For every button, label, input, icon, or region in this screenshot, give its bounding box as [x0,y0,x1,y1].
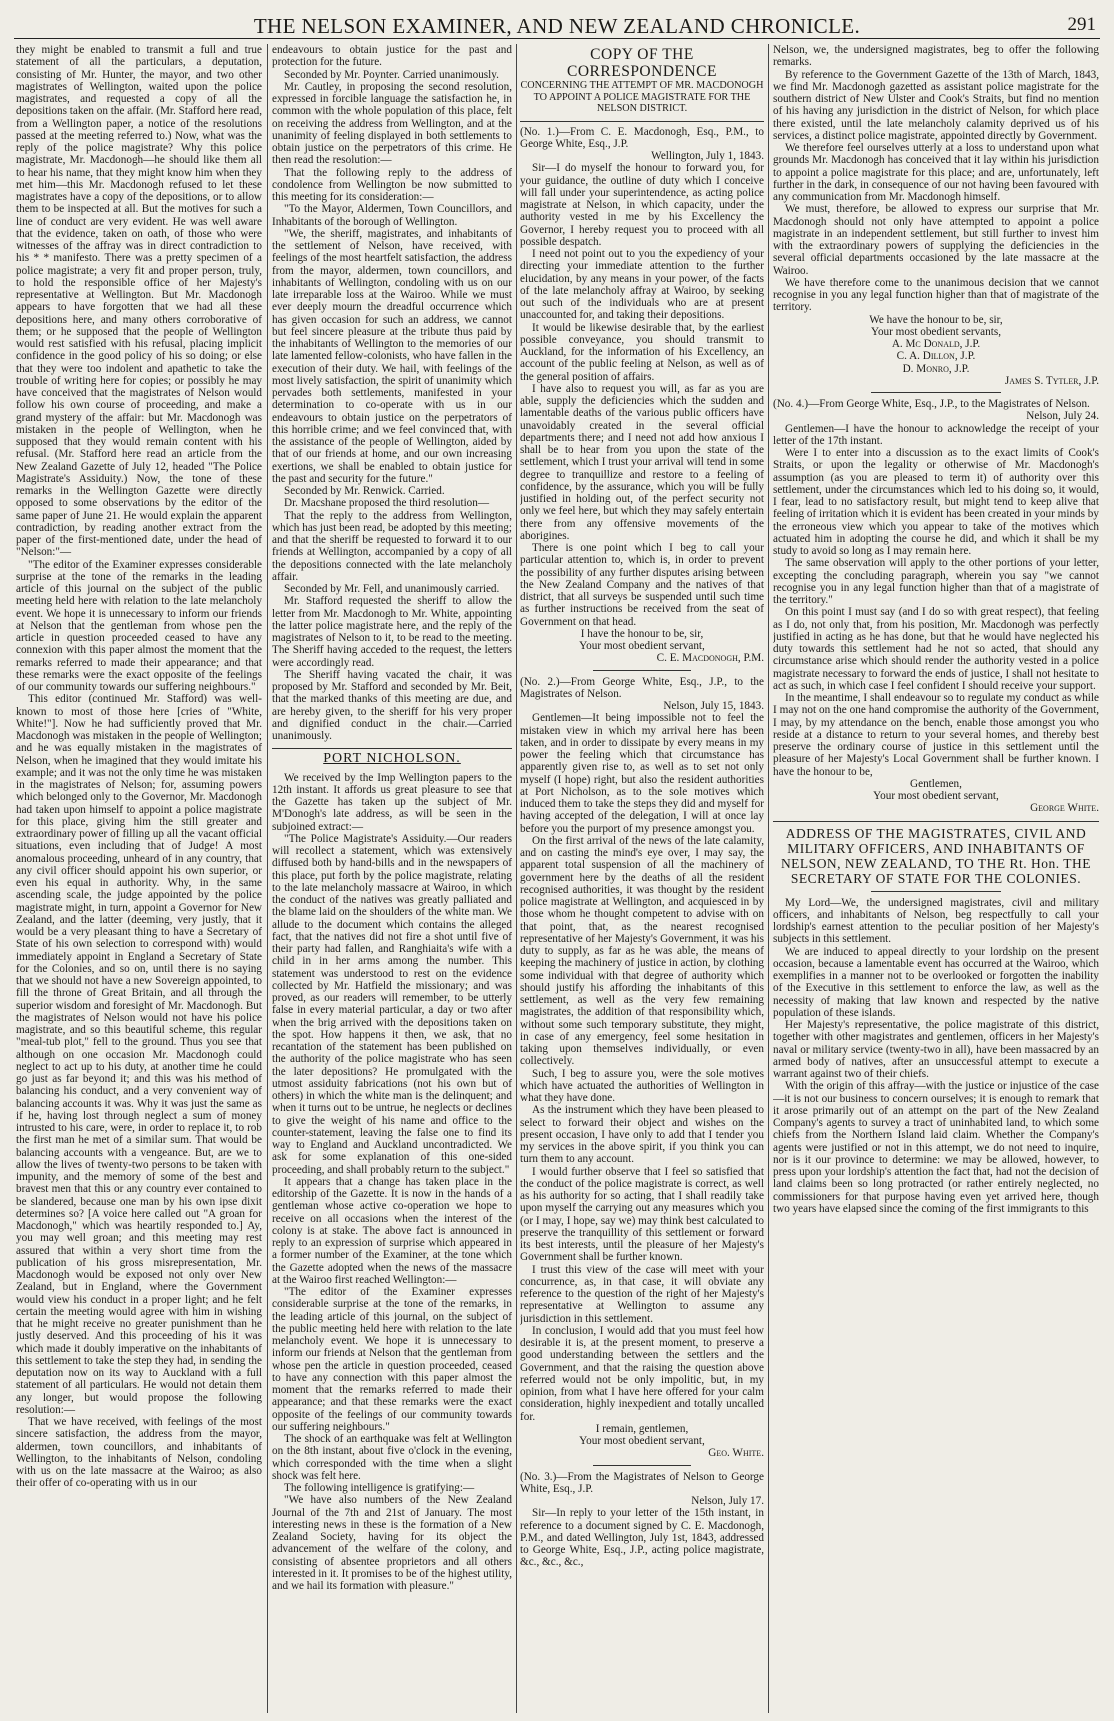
column-2 [272,44,512,1715]
section-subheading: CONCERNING THE ATTEMPT OF MR. MACDONOGH TO APPOINT A POLICE MAGISTRATE FOR THE NELSON DISTRICT. [520,80,764,114]
paragraph: The same observation will apply to the other portions of your letter, excepting the concluding paragraph, wherein you say "we cannot recognise you in any legal function higher than that of a magistrate of the territory." [773,557,1099,606]
letter-date: Nelson, July 15, 1843. [663,700,764,712]
paragraph: Gentlemen—I have the honour to acknowledge the receipt of your letter of the 17th instant. [773,422,1099,447]
letter-signature: George White. [1030,802,1099,815]
paragraph: It would be likewise desirable that, by the earliest possible conveyance, you should transmit to Auckland, for the information of his Excellency, an account of the public feeling at Nelson, as well as of the general position of affairs. [520,321,764,383]
quoted-extract: "The editor of the Examiner expresses considerable surprise at the tone of the remarks, in the leading article of this journal, on the subject of the public meeting held here with relation to the late melancholy event. We hope it is unnecessary to inform our friends at Nelson that the gentleman from whose pen the article in question proceeded, ceased to have any connection with this paper almost the moment that the remarks referred to made their appearance; and that these remarks were the exact opposite of the feelings of our community towards our suffering neighbours." [272,1286,512,1433]
paragraph: On this point I must say (and I do so with great respect), that feeling as I do, not only that, from his position, Mr. Macdonogh was perfectly justified in acting as he has done, but that he would have neglected his duty towards this settlement had he not so acted, that should any circumstance arise which should render the authority vested in a police magistrate necessary to forward the ends of justice, I shall not hesitate to act as such, in which case I feel confident I should receive your support. [773,606,1099,692]
paragraph: It appears that a change has taken place in the editorship of the Gazette. It is now in the hands of a gentleman whose active co-operation we hope to receive on all occasions when the interest of the colony is at stake. The above fact is announced in reply to an expression of surprise which appeared in a former number of the Examiner, at the tone which the Gazette adopted when the news of the massacre at the Wairoo first reached Wellington:— [272,1175,512,1286]
paragraph: Were I to enter into a discussion as to the exact limits of Cook's Straits, or upon the legality or otherwise of Mr. Macdonogh's assumption (as you are pleased to term it) of authority over this settlement, under the circumstances which led to his doing so, it would, I fear, lead to no satisfactory result, but might tend to keep alive that feeling of irritation which it is evident has been created in your minds by the erroneous view which you appear to take of the motives which actuated him in adopting the course he did, and which it shall be my study to avoid so long as I may remain here. [773,447,1099,557]
paragraph: The following intelligence is gratifying:— [284,1482,475,1494]
paragraph: I trust this view of the case will meet with your concurrence, as, in that case, it will obviate any reference to the question of the right of her Majesty's representative at Wellington to assume any jurisdiction in this settlement. [520,1263,764,1325]
paragraph: I need not point out to you the expediency of your directing your immediate attention to the further elucidation, by any means in your power, of the facts of the late melancholy affray at Wairoo, by seeking out such of the individuals who are at present unaccounted for, and taking their depositions. [520,248,764,322]
column-1 [16,44,262,1715]
section-heading: PORT NICHOLSON. [323,751,461,767]
letter-signer: C. A. Dillon, J.P. [896,350,976,363]
letter-closing: Gentlemen, [910,777,962,790]
paragraph: My Lord—We, the undersigned magistrates, civil and military officers, and inhabitants of Nelson, beg respectfully to call your lordship's earnest attention to the peculiar position of her Majesty's subjects in this settlement. [773,896,1099,946]
column-rule [267,44,268,1713]
paragraph: endeavours to obtain justice for the past and protection for the future. [272,44,512,69]
divider [593,1465,691,1466]
paragraph: There is one point which I beg to call your particular attention to, which is, in order to prevent the possibility of any further disputes arising between the New Zealand Company and the natives of that district, that all surveys be suspended until such time as further instructions be received from the seat of Government on that head. [520,542,764,628]
paragraph: In the meantime, I shall endeavour so to regulate my conduct as while I may not on the one hand compromise the authority of the Government, I may, by my attendance on the bench, enable those amongst you who reside at a distance to return to your several homes, and thereby best preserve the ordinary course of justice in this settlement until the pleasure of her Majesty's Local Government shall be further known. I have the honour to be, [773,692,1099,778]
paragraph: Seconded by Mr. Poynter. Carried unanimously. [284,68,499,81]
quoted-extract: "The Police Magistrate's Assiduity.—Our readers will recollect a statement, which was extensively diffused both by hand-bills and in the newspapers of this place, put forth by the police magistrate, relating to the late melancholy massacre at Wairoo, in which the conduct of the natives was greatly palliated and the blame laid on the shoulders of the white man. We allude to the document which contains the alleged fact, that the natives did not fire a shot until five of their party had fallen, and Ranghiaita's wife with a child in in her arms among the number. This statement was understood to rest on the evidence collected by Mr. Hatfield the missionary; and was proved, as our readers will remember, to be utterly false in every material particular, a day or two after when the brig arrived with the depositions taken on the spot. How happens it then, we ask, that no recantation of the statement has been published on the authority of the police magistrate who has seen the later depositions? He promulgated with the utmost assiduity fabrications (not his own but of others) in which the white man is the delinquent; and when it turns out to be untrue, he neglects or declines to give the weight of his name and office to the counter-statement, leaving the false one to find its way to England and Auckland uncontradicted. We ask for some explanation of this one-sided proceeding, and shall probably return to the subject." [272,832,512,1176]
quoted-extract: "The editor of the Examiner expresses considerable surprise at the tone of the remarks in the leading article of this journal on the subject of the public meeting held here with relation to the late melancholy event. We hope it is unnecessary to inform our friends at Nelson that the gentleman from whose pen the article in question proceeded ceased to have any connexion with this paper almost the moment that the remarks referred to made their appearance; and that these remarks were the exact opposite of the feelings of our community towards our suffering neighbours." [16,558,262,693]
letter-date: Nelson, July 24. [1026,410,1099,423]
paragraph: Seconded by Mr. Renwick. Carried. [284,485,445,497]
address-body: "We, the sheriff, magistrates, and inhabitants of the settlement of Nelson, have received, with feelings of the most heartfelt satisfaction, the address from the mayor, aldermen, town councillors, and inhabitants of Wellington, condoling with us on our late irreparable loss at the Wairoo. While we must ever deeply mourn the dreadful occurrence which has given occasion for such an address, we cannot but feel sincere pleasure at the tribute thus paid by the inhabitants of Wellington to the memories of our late lamented fellow-colonists, who have fallen in the execution of their duty. We hail, with feelings of the most lively satisfaction, the spirit of unanimity which pervades both settlements, manifested in your determination to co-operate with us in our endeavours to obtain justice on the perpetrators of this horrible crime; and we feel convinced that, with the assistance of the people of Wellington, aided by that of our friends at home, and our own increasing exertions, we shall be enabled to obtain justice for the past and security for the future." [272,227,512,485]
paragraph: Seconded by Mr. Fell, and unanimously carried. [284,583,500,595]
letter-heading: (No. 2.)—From George White, Esq., J.P., to the Magistrates of Nelson. [520,675,764,700]
paragraph: Dr. Macshane proposed the third resolution— [284,497,490,510]
paragraph: I would further observe that I feel so satisfied that the conduct of the police magistrate is correct, as well as his authority for so acting, that I shall readily take upon myself the carrying out any measures which you (or I may, I hope, say we) may think best calculated to preserve the tranquillity of this settlement or forward its best interests, until the pleasure of her Majesty's Government shall be further known. [520,1165,764,1264]
newspaper-title: THE NELSON EXAMINER, AND NEW ZEALAND CHRONICLE. [253,14,861,38]
letter-closing: I have the honour to be, sir, [580,627,704,640]
column-4 [773,44,1099,1715]
paragraph: Mr. Stafford requested the sheriff to allow the letter from Mr. Macdonogh to Mr. White, appointing the latter police magistrate here, and the reply of the magistrates of Nelson to it, to be read to the meeting. The Sheriff having acceded to the request, the letters were accordingly read. [272,595,512,669]
letter-closing: Your most obedient servant, [873,790,999,802]
paragraph: The Sheriff having vacated the chair, it was proposed by Mr. Stafford and seconded by Mr. Beit, that the marked thanks of this meeting are due, and are hereby given, to the sheriff for his very proper and dignified conduct in the chair.—Carried unanimously. [272,668,512,742]
paragraph: they might be enabled to transmit a full and true statement of all the particulars, a deputation, consisting of Mr. Hunter, the mayor, and two other magistrates of Wellington, waited upon the police magistrates, and requested a copy of all the depositions taken on the affair. (Mr. Stafford here read, from a Wellington paper, a notice of the resolutions passed at the meeting referred to.) Now, what was the reply of the police magistrate? Why this police magistrate, Mr. Macdonogh—he should like them all to hear his name, that they might know him when they met him—this Mr. Macdonogh refused to let these magistrates have a copy of the depositions, or to allow them to be inspected at all. But the motives for such a line of conduct are very evident. He was well aware that the evidence, taken on oath, of those who were witnesses of the affray was in direct contradiction to his * * manifesto. There was a pretty specimen of a police magistrate; a very fit and proper person, truly, to hold the responsible office of her Majesty's representative at Wellington. But Mr. Macdonogh appears to have forgotten that we had all these depositions here, and many others corroborative of them; or he supposed that the people of Wellington would rest satisfied with his refusal, placing implicit confidence in the good policy of his so doing; or else that they were too indolent and apathetic to take the trouble of writing here for copies; or possibly he may have conceived that the magistrates of Nelson would follow his own course of proceeding, and make a grand mystery of the affair: but Mr. Macdonogh was mistaken in the people of Wellington, when he supposed that they would remain content with his refusal. (Mr. Stafford here read an article from the New Zealand Gazette of July 12, headed "The Police Magistrate's Assiduity.) Now, the tone of these remarks in the Wellington Gazette were directly opposed to some observations by the editor of the same paper of June 21. He would explain the apparent contradiction, by reading another extract from the paper of the first-mentioned date, under the head of "Nelson:"— [16,44,262,559]
paragraph: We received by the Imp Wellington papers to the 12th instant. It affords us great pleasure to see that the Gazette has taken up the subject of Mr. M'Donogh's late address, as will be seen in the subjoined extract:— [272,771,512,833]
paragraph: The shock of an earthquake was felt at Wellington on the 8th instant, about five o'clock in the evening, which corresponded with the time when a slight shock was felt here. [272,1433,512,1482]
letter-date: Nelson, July 17. [691,1495,764,1507]
paragraph: We therefore feel ourselves utterly at a loss to understand upon what grounds Mr. Macdonogh has conceived that it lay within his jurisdiction to appoint a police magistrate for this place; and are, unfortunately, left further in the dark, in consequence of our not having been favoured with any communication from Mr. Macdonogh himself. [773,142,1099,203]
section-divider [272,748,512,749]
resolution-text: That we have received, with feelings of the most sincere satisfaction, the address from the mayor, aldermen, town councillors, and inhabitants of Wellington, to the inhabitants of Nelson, condoling with us on the late massacre at the Wairoo; as also their offer of co-operating with us in our [16,1416,262,1490]
quoted-extract: "We have also numbers of the New Zealand Journal of the 7th and 21st of January. The most interesting news in these is the formation of a New Zealand Society, having for its object the advancement of the welfare of the colony, and consisting of absentee proprietors and all others interested in it. It promises to be of the highest utility, and we hail its formation with pleasure." [272,1494,512,1592]
divider [871,891,1001,892]
paragraph: Sir—I do myself the honour to forward you, for your guidance, the outline of duty which I conceive will fall under your superintendence, as acting police magistrate at Nelson, in which capacity, under the authority vested in me by his Excellency the Governor, I hereby request you to proceed with all possible despatch. [520,162,764,248]
paragraph: Nelson, we, the undersigned magistrates, beg to offer the following remarks. [773,44,1099,69]
letter-heading: (No. 4.)—From George White, Esq., J.P., to the Magistrates of Nelson. [773,398,1090,410]
letter-signature: Geo. White. [708,1447,764,1460]
divider [593,670,691,671]
paragraph: On the first arrival of the news of the late calamity, and on casting the mind's eye over, I may say, the apparent total suspension of all the machinery of government here by the deaths of all the resident recognised authorities, it was thought by the resident police magistrate at Wellington, and acquiesced in by those whom he thought competent to advise with on that point, that, as the nearest recognised representative of her Majesty's Government, it was his duty to supply, as far as he was able, the means of keeping the machinery of justice in action, by clothing some individual with that degree of authority which should justify his affording the inhabitants of this settlement, as well as the very few remaining magistrates, the addition of that responsibility which, without some such temporary substitute, they might, in case of any emergency, feel some hesitation in taking upon themselves individually, or even collectively. [520,834,764,1068]
column-3 [520,44,764,1715]
paragraph: Such, I beg to assure you, were the sole motives which have actuated the authorities of Wellington in what they have done. [520,1067,764,1104]
section-heading: COPY OF THE CORRESPONDENCE [567,46,717,80]
letter-heading: (No. 3.)—From the Magistrates of Nelson to George White, Esq., J.P. [520,1470,764,1495]
resolution-text: That the reply to the address from Wellington, which has just been read, be adopted by this meeting; and that the sheriff be requested to forward it to our friends at Wellington, accompanied by a copy of all the depositions connected with the late melancholy affair. [272,509,512,583]
letter-signature: C. E. Macdonogh, P.M. [656,652,764,665]
paragraph: As the instrument which they have been pleased to select to forward their object and wishes on the present occasion, I have only to add that I tender you my services in the above spirit, if you think you can turn them to any account. [520,1104,764,1166]
letter-closing: I remain, gentlemen, [595,1422,689,1435]
paragraph: With the origin of this affray—with the justice or injustice of the case—it is not our business to concern ourselves; it is enough to remark that it arose primarily out of an attempt on the part of the New Zealand Company's agents to survey a tract of uninhabited land, to which some chiefs from the Northern Island laid claim. Whether the Company's agents were justified or not in this attempt, we do not need to inquire, nor is it our province to determine: we may be allowed, however, to press upon your lordship's attention the fact that, had not the decision of land claims been so long protracted (or rather entirely neglected, no commissioners for that purpose having even yet arrived here, though two years have elapsed since the coming of the first immigrants to this [773,1080,1099,1215]
letter-closing: Your most obedient servant, [579,1435,705,1447]
paragraph: By reference to the Government Gazette of the 13th of March, 1843, we find Mr. Macdonogh gazetted as assistant police magistrate for the southern district of New Ulster and Cook's Straits, but find no mention of his having any jurisdiction in the district of Nelson, for which place there existed, until the late melancholy calamity deprived us of his services, a distinct police magistrate, appointed directly by Government. [773,68,1099,142]
letter-signer: James S. Tytler, J.P. [1004,374,1099,387]
resolution-text: That the following reply to the address of condolence from Wellington be now submitted to this meeting for its consideration:— [272,166,512,203]
address-salutation: "To the Mayor, Aldermen, Town Councillors, and Inhabitants of the borough of Wellington. [272,203,512,228]
section-divider [773,821,1099,822]
letter-heading: (No. 1.)—From C. E. Macdonogh, Esq., P.M., to George White, Esq., J.P. [520,125,764,150]
address-heading: ADDRESS OF THE MAGISTRATES, CIVIL AND MILITARY OFFICERS, AND INHABITANTS OF NELSON, NEW ZEALAND, TO THE Rt. Hon. THE SECRETARY OF STATE FOR THE COLONIES. [780,825,1092,886]
page-header [14,8,1100,39]
letter-closing: Your most obedient servants, [871,325,1001,338]
letter-date: Wellington, July 1, 1843. [651,150,764,162]
page-number: 291 [1067,14,1096,35]
paragraph: In conclusion, I would add that you must feel how desirable it is, at the present moment, to preserve a good understanding between the settlers and the Government, and that the raising the question above referred would not be only impolitic, but, in my opinion, from what I have here offered for your calm consideration, highly inexpedient and totally uncalled for. [520,1324,764,1423]
paragraph: I have also to request you will, as far as you are able, supply the deficiencies which the sudden and lamentable deaths of the various public officers have unavoidably created in the several official departments there; and I need not add how anxious I shall be to hear from you upon the state of the settlement, which I trust your arrival will tend in some degree to tranquillize and restore to a feeling of confidence, by the assurance, which you will be fully justified in holding out, of the perfect security not only we feel here, but which they may safely entertain there from any offensive movements of the aborigines. [520,382,764,542]
divider [871,392,1001,393]
letter-closing: Your most obedient servant, [579,640,705,652]
letter-closing: We have the honour to be, sir, [869,313,1003,326]
letter-signer: D. Monro, J.P. [902,362,970,375]
paragraph: We have therefore come to the unanimous decision that we cannot recognise in you any legal function higher than that of magistrate of the territory. [773,276,1099,314]
paragraph: We are induced to appeal directly to your lordship on the present occasion, because a lamentable event has occurred at the Wairoo, which exemplifies in a manner not to be overlooked or forgotten the inability of the Executive in this settlement to enforce the law, as well as the necessity of making that law known and respected by the native population of these islands. [773,945,1099,1019]
paragraph: We must, therefore, be allowed to express our surprise that Mr. Macdonogh should not only have attempted to appoint a police magistrate in an independent settlement, but still further to invest him with the extraordinary powers of supplying the deficiencies in the several official departments occasioned by the late massacre at the Wairoo. [773,203,1099,277]
paragraph: Her Majesty's representative, the police magistrate of this district, together with other magistrates and gentlemen, officers in her Majesty's naval or military service (twenty-two in all), have been massacred by an armed body of natives, after an unsuccessful attempt to execute a warrant against two of their chiefs. [773,1019,1099,1080]
paragraph: Sir—In reply to your letter of the 15th instant, in reference to a document signed by C. E. Macdonogh, P.M., and dated Wellington, July 1st, 1843, addressed to George White, Esq., J.P., acting police magistrate, &c., &c., &c., [520,1507,764,1569]
paragraph: Gentlemen—It being impossible not to feel the mistaken view in which my arrival here has been taken, and in order to dissipate by every means in my power the feeling which that circumstance has apparently given rise to, as well as to set not only myself (I hope) right, but also the resident authorities at Port Nicholson, as to the sole motives which induced them to take the steps they did and myself for having accepted of the delegation, I will at once lay before you the purport of my presence amongst you. [520,712,764,835]
paragraph: This editor (continued Mr. Stafford) was well-known to most of those here [cries of "White, White!"]. Now he had sufficiently proved that Mr. Macdonogh was mistaken in the people of Wellington; and he was equally mistaken in the magistrates of Nelson, when he imagined that they would imitate his example; and it was not the only time he was mistaken in the magistrates of Nelson; for, assuming powers which belonged only to the Governor, Mr. Macdonogh had taken upon himself to appoint a police magistrate for this place, giving him the still greater and extraordinary power of filling up all the vacant official situations, even including that of Judge! A most anomalous proceeding, unheard of in any country, that any civil officer should appoint his own superior, or even his equal in authority. Why, in the same ascending scale, the judge appointed by the police magistrate might, in turn, appoint a Governor for New Zealand, and the latter (deeming, very justly, that it would be a very pleasant thing to have a Secretary of State of his own selection to correspond with) would immediately appoint in England a Secretary of State for the Colonies, and so on, until there is no saying that we should not have a new Sovereign appointed, to fill the throne of Great Britain, and all through the superior wisdom and foresight of Mr. Macdonogh. But the magistrates of Nelson would not have his police magistrate, and so this beautiful scheme, this regular "meal-tub plot," fell to the ground. Thus you see that although on one occasion Mr. Macdonogh could neglect to act up to his duty, at another time he could go just as far beyond it; and this was his method of balancing his conduct, and a very convenient way of balancing accounts it was. Why it was just the same as if he, having lost through neglect a sum of money intrusted to his care, were, in order to replace it, to rob the first man he met of a similar sum. That would be balancing accounts with a vengeance. But, are we to allow the lives of twenty-two persons to be taken with impunity, and the memory of some of the best and bravest men that this or any country ever contained to be slandered, because one man by his own ipse dixit determines so? [A voice here called out "A groan for Macdonogh," which was heartily responded to.] Ay, you may well groan; and this meeting may rest assured that within a very short time from the publication of his gross misrepresentation, Mr. Macdonogh would be exposed not only over New Zealand, but in England, where the Government would view his conduct in a proper light; and he felt certain the meeting would agree with him in wishing that he might receive no greater punishment than he justly deserved. And this proceeding of his it was which made it doubly imperative on the inhabitants of this settlement to take the step they had, in sending the deputation now on its way to Auckland with a full statement of all particulars. He would not detain them any longer, but would propose the following resolution:— [16,693,262,1416]
section-divider [520,121,764,122]
column-rule [516,44,517,1713]
column-rule [768,44,769,1713]
paragraph: Mr. Cautley, in proposing the second resolution, expressed in forcible language the satisfaction he, in common with the whole population of this place, felt on receiving the address from Wellington, and at the unanimity of feeling displayed in both settlements to obtain justice on the perpetrators of this crime. He then read the resolution:— [272,80,512,167]
letter-signer: A. Mc Donald, J.P. [891,338,981,350]
